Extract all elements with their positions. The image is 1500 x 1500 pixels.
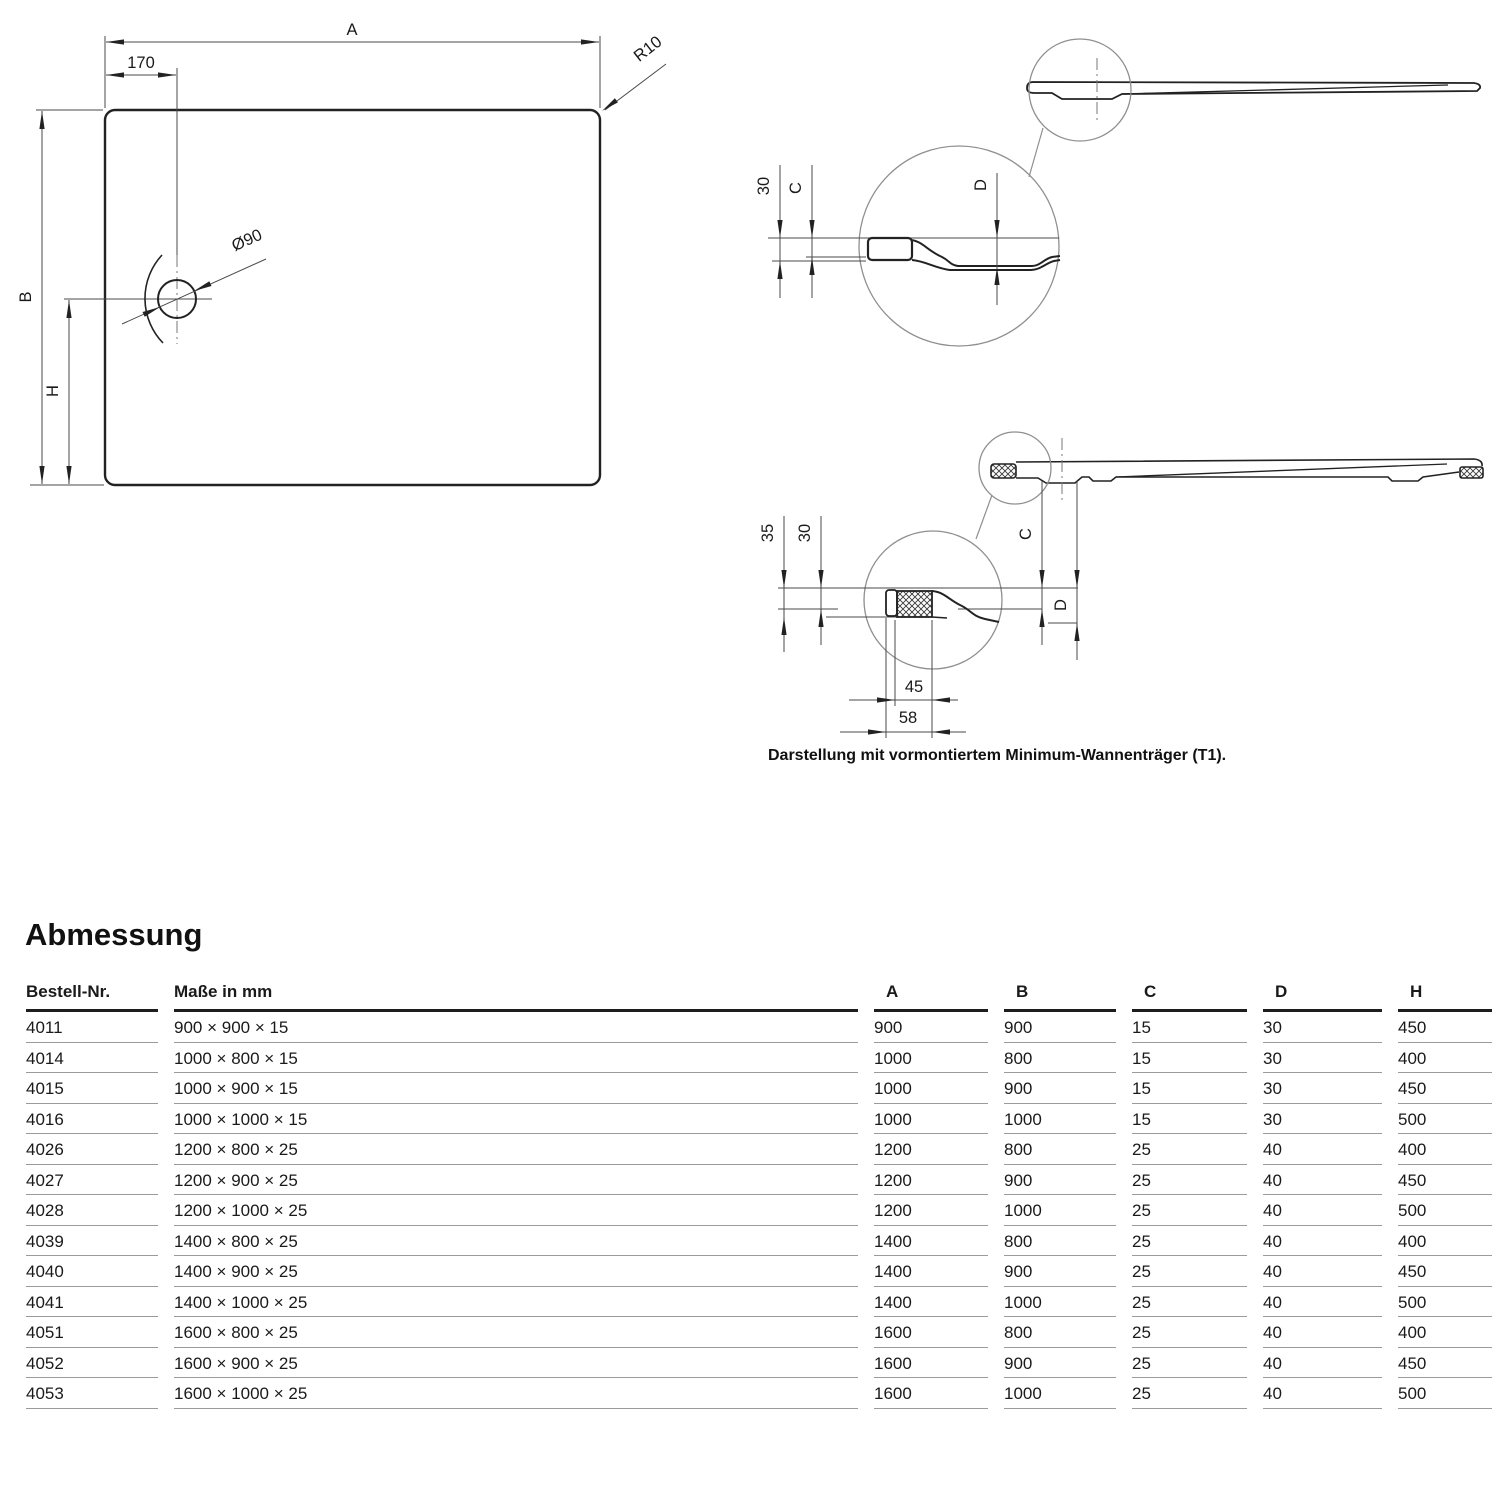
cell-bestell-nr: 4016 (26, 1104, 158, 1135)
cell-c: 25 (1132, 1287, 1247, 1318)
cell-d: 40 (1263, 1317, 1382, 1348)
cell-b: 800 (1004, 1134, 1116, 1165)
dim-label-s2-35: 35 (759, 523, 777, 543)
cell-d: 30 (1263, 1012, 1382, 1043)
cell-d: 40 (1263, 1165, 1382, 1196)
cell-masse: 1400 × 1000 × 25 (174, 1287, 858, 1318)
dim-label-r10: R10 (630, 32, 666, 66)
column-header-b: B (1004, 982, 1116, 1012)
cell-h: 450 (1398, 1348, 1492, 1379)
cell-c: 15 (1132, 1012, 1247, 1043)
cell-bestell-nr: 4026 (26, 1134, 158, 1165)
dim-label-h: H (44, 385, 62, 397)
cell-bestell-nr: 4051 (26, 1317, 158, 1348)
cell-c: 15 (1132, 1104, 1247, 1135)
cell-a: 1200 (874, 1165, 988, 1196)
cell-h: 450 (1398, 1012, 1492, 1043)
cell-c: 25 (1132, 1348, 1247, 1379)
dim-label-s2-c: C (1017, 528, 1035, 540)
cell-b: 1000 (1004, 1195, 1116, 1226)
cell-c: 15 (1132, 1043, 1247, 1074)
cell-d: 40 (1263, 1256, 1382, 1287)
column-header-bestell-nr: Bestell-Nr. (26, 982, 158, 1012)
cell-a: 1400 (874, 1226, 988, 1257)
page-title: Abmessung (25, 917, 203, 952)
cell-b: 800 (1004, 1043, 1116, 1074)
dim-label-s2-45: 45 (904, 678, 924, 696)
cell-masse: 1000 × 900 × 15 (174, 1073, 858, 1104)
cell-masse: 1400 × 800 × 25 (174, 1226, 858, 1257)
detail-circle-small-1 (1029, 39, 1131, 141)
cell-c: 25 (1132, 1195, 1247, 1226)
cell-d: 40 (1263, 1287, 1382, 1318)
dimensions-table (26, 982, 1492, 1409)
cell-h: 500 (1398, 1287, 1492, 1318)
cell-a: 1200 (874, 1134, 988, 1165)
cell-masse: 1200 × 800 × 25 (174, 1134, 858, 1165)
cell-d: 40 (1263, 1134, 1382, 1165)
column-header-a: A (874, 982, 988, 1012)
section-view-2 (759, 432, 1483, 738)
cell-a: 1000 (874, 1073, 988, 1104)
cell-masse: 1200 × 900 × 25 (174, 1165, 858, 1196)
cell-a: 1200 (874, 1195, 988, 1226)
cell-h: 400 (1398, 1043, 1492, 1074)
cell-h: 400 (1398, 1134, 1492, 1165)
cell-d: 40 (1263, 1226, 1382, 1257)
cell-bestell-nr: 4014 (26, 1043, 158, 1074)
cell-masse: 1600 × 1000 × 25 (174, 1378, 858, 1409)
cell-a: 1600 (874, 1348, 988, 1379)
cell-bestell-nr: 4052 (26, 1348, 158, 1379)
cell-h: 400 (1398, 1226, 1492, 1257)
cell-c: 25 (1132, 1256, 1247, 1287)
cell-b: 800 (1004, 1226, 1116, 1257)
dim-label-s1-30: 30 (755, 176, 773, 196)
cell-a: 1400 (874, 1287, 988, 1318)
cell-b: 900 (1004, 1073, 1116, 1104)
cell-a: 1600 (874, 1317, 988, 1348)
dim-label-a: A (346, 21, 358, 39)
cell-bestell-nr: 4015 (26, 1073, 158, 1104)
cell-c: 15 (1132, 1073, 1247, 1104)
cell-h: 500 (1398, 1104, 1492, 1135)
cell-masse: 900 × 900 × 15 (174, 1012, 858, 1043)
cell-b: 1000 (1004, 1104, 1116, 1135)
cell-masse: 1600 × 800 × 25 (174, 1317, 858, 1348)
tray-outline (105, 110, 600, 485)
cell-d: 40 (1263, 1378, 1382, 1409)
carrier-block-left (991, 464, 1016, 478)
dim-label-s1-d: D (972, 179, 990, 191)
cell-d: 30 (1263, 1104, 1382, 1135)
section-view-1 (755, 39, 1480, 346)
cell-b: 900 (1004, 1348, 1116, 1379)
dim-label-s1-c: C (787, 182, 805, 194)
cell-bestell-nr: 4040 (26, 1256, 158, 1287)
cell-h: 500 (1398, 1378, 1492, 1409)
dim-label-drain: Ø90 (229, 225, 265, 255)
column-header-h: H (1398, 982, 1492, 1012)
cell-masse: 1200 × 1000 × 25 (174, 1195, 858, 1226)
cell-b: 900 (1004, 1256, 1116, 1287)
cell-b: 1000 (1004, 1378, 1116, 1409)
column-header-d: D (1263, 982, 1382, 1012)
detail-circle-large-2 (864, 531, 1002, 669)
plan-view-drawing (17, 21, 666, 485)
cell-d: 30 (1263, 1043, 1382, 1074)
cell-b: 800 (1004, 1317, 1116, 1348)
cell-h: 400 (1398, 1317, 1492, 1348)
carrier-block-detail (897, 591, 932, 617)
cell-bestell-nr: 4039 (26, 1226, 158, 1257)
carrier-lip (886, 590, 897, 616)
cell-b: 900 (1004, 1012, 1116, 1043)
cell-h: 450 (1398, 1165, 1492, 1196)
cell-c: 25 (1132, 1165, 1247, 1196)
cell-masse: 1600 × 900 × 25 (174, 1348, 858, 1379)
cell-h: 450 (1398, 1073, 1492, 1104)
column-header-masse: Maße in mm (174, 982, 858, 1012)
cell-masse: 1000 × 1000 × 15 (174, 1104, 858, 1135)
cell-h: 450 (1398, 1256, 1492, 1287)
cell-d: 40 (1263, 1348, 1382, 1379)
cell-a: 900 (874, 1012, 988, 1043)
cell-bestell-nr: 4053 (26, 1378, 158, 1409)
cell-d: 40 (1263, 1195, 1382, 1226)
cell-a: 1000 (874, 1104, 988, 1135)
cell-d: 30 (1263, 1073, 1382, 1104)
cell-b: 1000 (1004, 1287, 1116, 1318)
dim-label-b: B (17, 291, 35, 303)
carrier-block-right (1460, 467, 1483, 478)
cell-bestell-nr: 4041 (26, 1287, 158, 1318)
cell-bestell-nr: 4011 (26, 1012, 158, 1043)
cell-bestell-nr: 4028 (26, 1195, 158, 1226)
cell-a: 1400 (874, 1256, 988, 1287)
cell-b: 900 (1004, 1165, 1116, 1196)
cell-a: 1600 (874, 1378, 988, 1409)
dim-label-s2-58: 58 (898, 709, 918, 727)
dim-label-s2-d: D (1052, 599, 1070, 611)
rim-profile (868, 238, 912, 260)
cell-c: 25 (1132, 1134, 1247, 1165)
cell-c: 25 (1132, 1378, 1247, 1409)
dim-label-s2-30: 30 (796, 523, 814, 543)
cell-h: 500 (1398, 1195, 1492, 1226)
cell-masse: 1400 × 900 × 25 (174, 1256, 858, 1287)
column-header-c: C (1132, 982, 1247, 1012)
cell-c: 25 (1132, 1317, 1247, 1348)
cell-a: 1000 (874, 1043, 988, 1074)
dim-label-170: 170 (127, 54, 155, 72)
cell-c: 25 (1132, 1226, 1247, 1257)
cell-masse: 1000 × 800 × 15 (174, 1043, 858, 1074)
drawing-caption: Darstellung mit vormontiertem Minimum-Wannenträger (T1). (768, 747, 1227, 764)
cell-bestell-nr: 4027 (26, 1165, 158, 1196)
